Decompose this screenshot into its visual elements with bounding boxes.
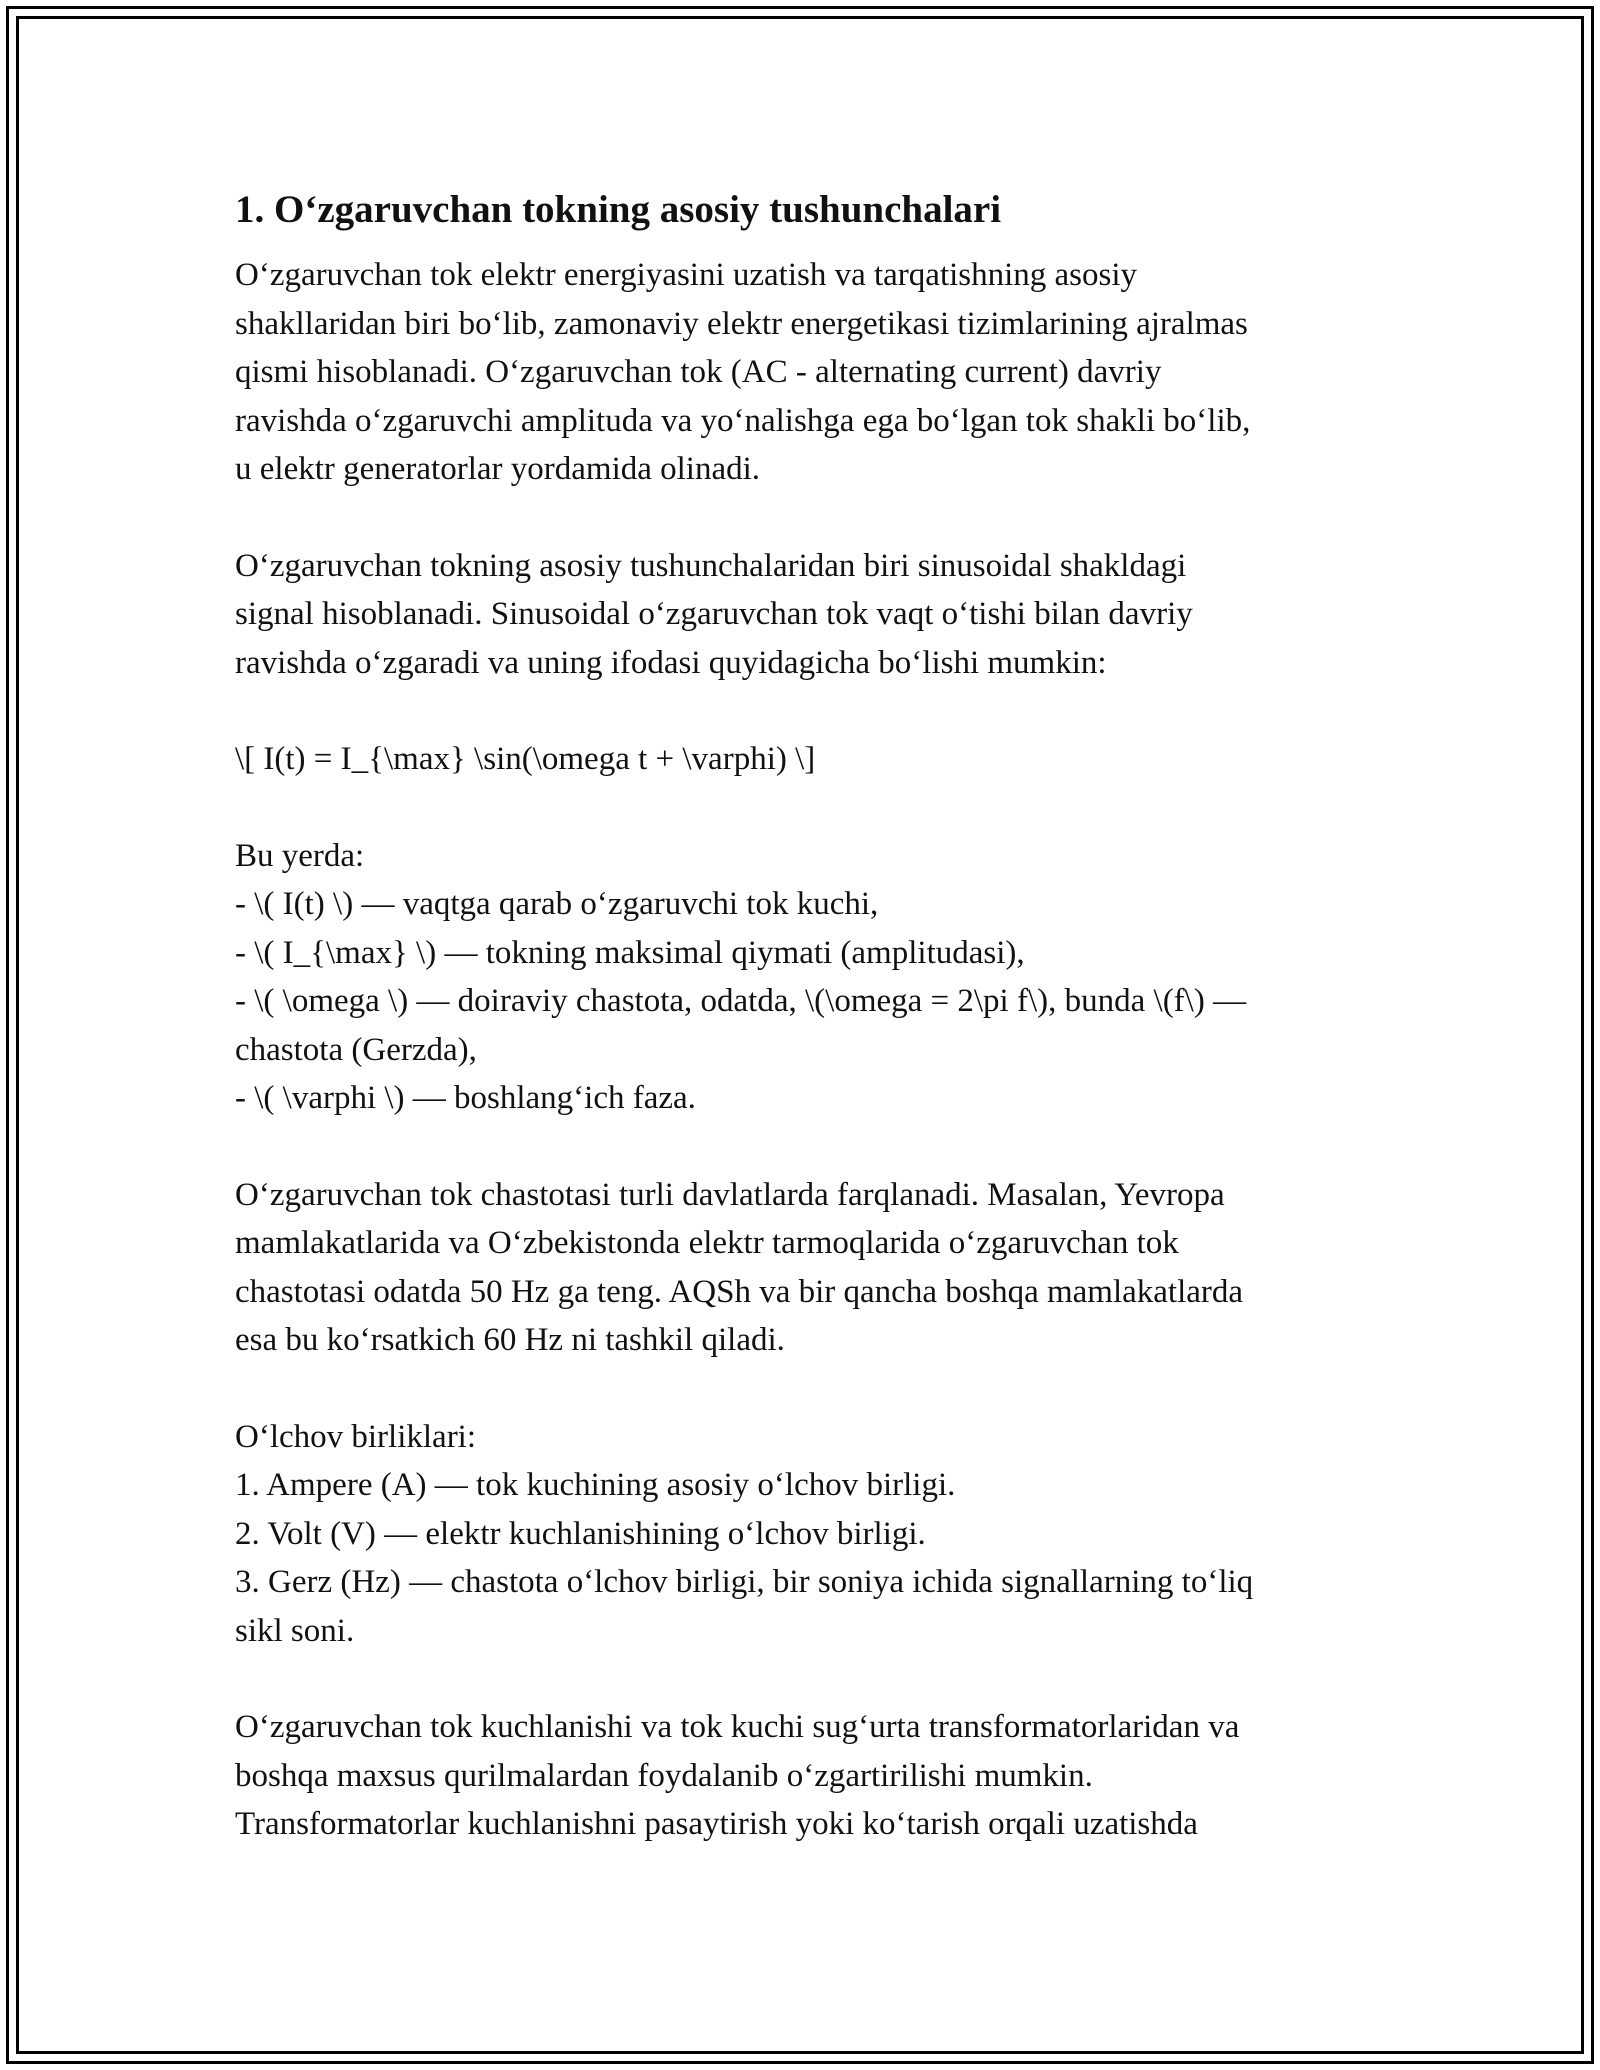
paragraph-sinusoidal: O‘zgaruvchan tokning asosiy tushunchalaridan biri sinusoidal shakldagi signal hisoblanadi. Sinusoidal o‘zgaruvchan tok vaqt o‘tishi bilan davriy ravishda o‘zgaradi va uning ifodasi quyidagicha bo‘lishi mumkin: (235, 547, 1193, 681)
unit-item: 1. Ampere (A) — tok kuchining asosiy o‘lchov birligi. (235, 1467, 956, 1503)
definition-item: chastota (Gerzda), (235, 1031, 477, 1068)
definition-item: - \( I(t) \) — vaqtga qarab o‘zgaruvchi tok kuchi, (235, 886, 879, 922)
document-body (235, 185, 1380, 1897)
units-intro: O‘lchov birliklari: (235, 1418, 477, 1455)
section-heading: 1. O‘zgaruvchan tokning asosiy tushunchalari (235, 188, 1002, 231)
units-list (235, 1413, 1380, 1656)
unit-item: sikl soni. (235, 1612, 355, 1649)
definitions-list (235, 832, 1380, 1123)
definition-item: - \( I_{\max} \) — tokning maksimal qiymati (amplitudasi), (235, 934, 1025, 971)
current-formula: \[ I(t) = I_{\max} \sin(\omega t + \varphi) \] (235, 741, 816, 777)
definition-item: - \( \omega \) — doiraviy chastota, odatda, \(\omega = 2\pi f\), bunda \(f\) — (235, 983, 1247, 1019)
unit-item: 3. Gerz (Hz) — chastota o‘lchov birligi, bir soniya ichida signallarning to‘liq (235, 1564, 1254, 1600)
paragraph-intro: O‘zgaruvchan tok elektr energiyasini uzatish va tarqatishning asosiy shakllaridan biri bo‘lib, zamonaviy elektr energetikasi tizimlarining ajralmas qismi hisoblanadi. O‘zgaruvchan tok (AC - alternating current) davriy ravishda o‘zgaruvchi amplituda va yo‘nalishga ega bo‘lgan tok shakli bo‘lib, u elektr generatorlar yordamida olinadi. (235, 257, 1251, 487)
definition-item: - \( \varphi \) — boshlang‘ich faza. (235, 1080, 696, 1116)
paragraph-frequency: O‘zgaruvchan tok chastotasi turli davlatlarda farqlanadi. Masalan, Yevropa mamlakatlarida va O‘zbekistonda elektr tarmoqlarida o‘zgaruvchan tok chastotasi odatda 50 Hz ga teng. AQSh va bir qancha boshqa mamlakatlarda esa bu ko‘rsatkich 60 Hz ni tashkil qiladi. (235, 1176, 1244, 1358)
definitions-intro: Bu yerda: (235, 837, 365, 874)
paragraph-transformers: O‘zgaruvchan tok kuchlanishi va tok kuchi sug‘urta transformatorlaridan va boshqa maxsus qurilmalardan foydalanib o‘zgartirilishi mumkin. Transformatorlar kuchlanishni pasaytirish yoki ko‘tarish orqali uzatishda (235, 1709, 1240, 1842)
unit-item: 2. Volt (V) — elektr kuchlanishining o‘lchov birligi. (235, 1515, 926, 1552)
